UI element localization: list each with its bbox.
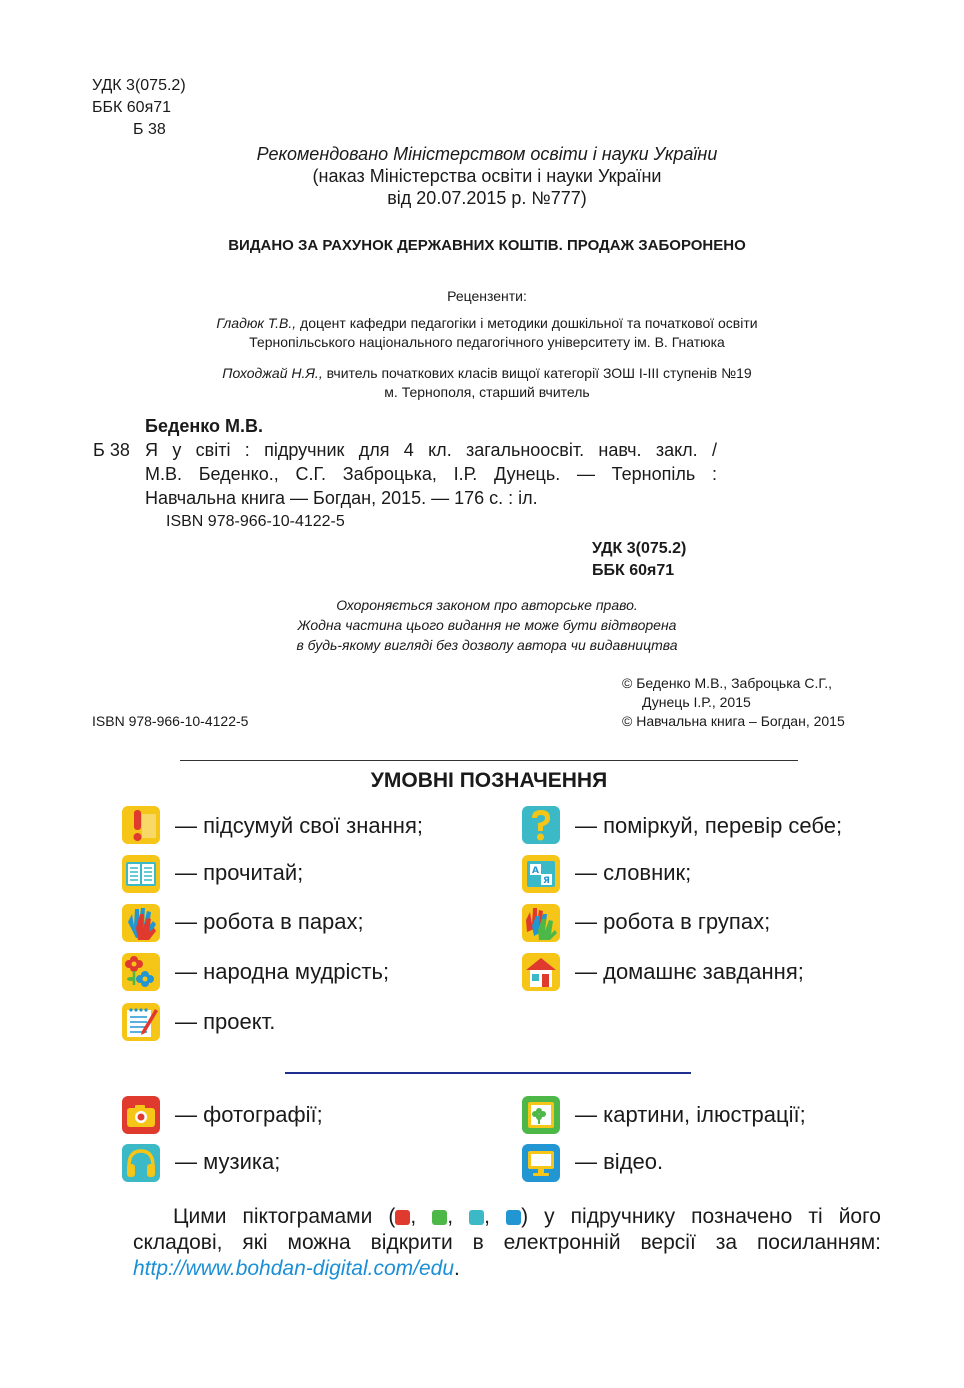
dictionary-icon xyxy=(522,855,560,893)
recommendation-line2: (наказ Міністерства освіти і науки України xyxy=(312,166,662,186)
legend-groups-label: — робота в групах; xyxy=(575,909,771,934)
legend-wisdom-label: — народна мудрість; xyxy=(175,959,390,984)
biblio-udk: УДК 3(075.2) xyxy=(592,540,687,557)
picture-icon xyxy=(432,1210,447,1225)
camera-icon xyxy=(395,1210,410,1225)
state-notice: ВИДАНО ЗА РАХУНОК ДЕРЖАВНИХ КОШТІВ. ПРОДАЖ ЗАБОРОНЕНО xyxy=(228,237,746,254)
legend-summarize-label: — підсумуй свої знання; xyxy=(175,813,423,838)
biblio-line3: Навчальна книга — Богдан, 2015. — 176 с. : іл. xyxy=(145,488,538,508)
legend-homework-label: — домашнє завдання; xyxy=(575,959,804,984)
legend-music-label: — музика; xyxy=(175,1149,281,1174)
reviewers-heading: Рецензенти: xyxy=(447,288,527,304)
copyright-line2: Жодна частина цього видання не може бути відтворена xyxy=(297,617,677,633)
monitor-icon xyxy=(522,1144,560,1182)
svg-text:Я: Я xyxy=(543,876,550,886)
legend-think-label: — поміркуй, перевір себе; xyxy=(575,813,843,838)
separator: , xyxy=(447,1205,454,1228)
biblio-line1: Я у світі : підручник для 4 кл. загальноосвіт. навч. закл. / xyxy=(145,440,717,460)
reviewer-2-name: Походжай Н.Я., xyxy=(222,365,323,381)
recommendation-line1: Рекомендовано Міністерством освіти і науки України xyxy=(256,144,718,164)
author-mark: Б 38 xyxy=(133,121,166,138)
separator: , xyxy=(410,1205,417,1228)
footer-isbn: ISBN 978-966-10-4122-5 xyxy=(92,713,249,729)
monitor-icon xyxy=(506,1210,521,1225)
legend-photos-label: — фотографії; xyxy=(175,1102,323,1127)
recommendation-block xyxy=(180,143,794,209)
hands-icon xyxy=(522,904,560,942)
biblio-description xyxy=(145,438,717,510)
legend-title: УМОВНІ ПОЗНАЧЕННЯ xyxy=(370,769,608,792)
electronic-note xyxy=(133,1204,881,1282)
biblio-isbn: ISBN 978-966-10-4122-5 xyxy=(166,513,345,530)
reviewer-2 xyxy=(100,364,874,402)
copyright-holder-1: © Беденко М.В., Заброцька С.Г., xyxy=(622,675,832,691)
electronic-note-line1 xyxy=(133,1204,881,1230)
camera-icon xyxy=(122,1096,160,1134)
svg-text:А: А xyxy=(532,866,539,876)
copyright-notice xyxy=(180,595,794,655)
reviewer-1-position: доцент кафедри педагогіки і методики дошкільної та початкової освіти xyxy=(296,315,758,331)
copyright-holder-1-cont: Дунець І.Р., 2015 xyxy=(642,694,751,710)
electronic-note-text1: Цими піктограмами ( xyxy=(173,1205,396,1228)
separator: , xyxy=(484,1205,491,1228)
reviewer-1 xyxy=(100,314,874,352)
divider-media xyxy=(285,1072,691,1074)
divider-top xyxy=(180,760,798,761)
flower-icon xyxy=(122,953,160,991)
hand-icon xyxy=(122,904,160,942)
reviewer-2-position: вчитель початкових класів вищої категорії ЗОШ І-ІІІ ступенів №19 xyxy=(322,365,752,381)
copyright-line3: в будь-якому вигляді без дозволу автора чи видавництва xyxy=(296,637,678,653)
reviewer-2-affiliation: м. Тернополя, старший вчитель xyxy=(384,384,590,400)
headphones-icon xyxy=(469,1210,484,1225)
recommendation-line3: від 20.07.2015 р. №777) xyxy=(387,188,587,208)
copyright-line1: Охороняється законом про авторське право. xyxy=(336,597,638,613)
question-icon xyxy=(522,806,560,844)
digital-edition-link[interactable]: http://www.bohdan-digital.com/edu xyxy=(133,1257,455,1280)
legend-pictures-label: — картини, ілюстрації; xyxy=(575,1102,806,1127)
headphones-icon xyxy=(122,1144,160,1182)
biblio-code: Б 38 xyxy=(93,440,130,460)
biblio-line2: М.В. Беденко., С.Г. Заброцька, І.Р. Дунець. — Тернопіль : xyxy=(145,464,717,484)
biblio-author: Беденко М.В. xyxy=(145,416,264,436)
bbk-code: ББК 60я71 xyxy=(92,99,172,116)
copyright-holders xyxy=(622,674,845,731)
reviewer-1-name: Гладюк Т.В., xyxy=(216,315,297,331)
exclamation-icon xyxy=(122,806,160,844)
legend-video-label: — відео. xyxy=(575,1149,664,1174)
electronic-note-line3 xyxy=(133,1256,881,1282)
legend-dictionary-label: — словник; xyxy=(575,860,692,885)
electronic-note-line2: складові, які можна відкрити в електронній версії за посиланням: xyxy=(133,1231,881,1254)
house-icon xyxy=(522,953,560,991)
book-icon xyxy=(122,855,160,893)
electronic-note-text2: ) у підручнику позначено ті його xyxy=(521,1205,881,1228)
picture-icon xyxy=(522,1096,560,1134)
notebook-pencil-icon xyxy=(122,1003,160,1041)
legend-project-label: — проект. xyxy=(175,1009,276,1034)
legend-read-label: — прочитай; xyxy=(175,860,304,885)
period: . xyxy=(454,1257,460,1280)
biblio-bbk: ББК 60я71 xyxy=(592,562,675,579)
copyright-holder-2: © Навчальна книга – Богдан, 2015 xyxy=(622,713,845,729)
reviewer-1-affiliation: Тернопільського національного педагогічного університету ім. В. Гнатюка xyxy=(249,334,725,350)
legend-pairs-label: — робота в парах; xyxy=(175,909,364,934)
udk-code: УДК 3(075.2) xyxy=(92,77,186,94)
